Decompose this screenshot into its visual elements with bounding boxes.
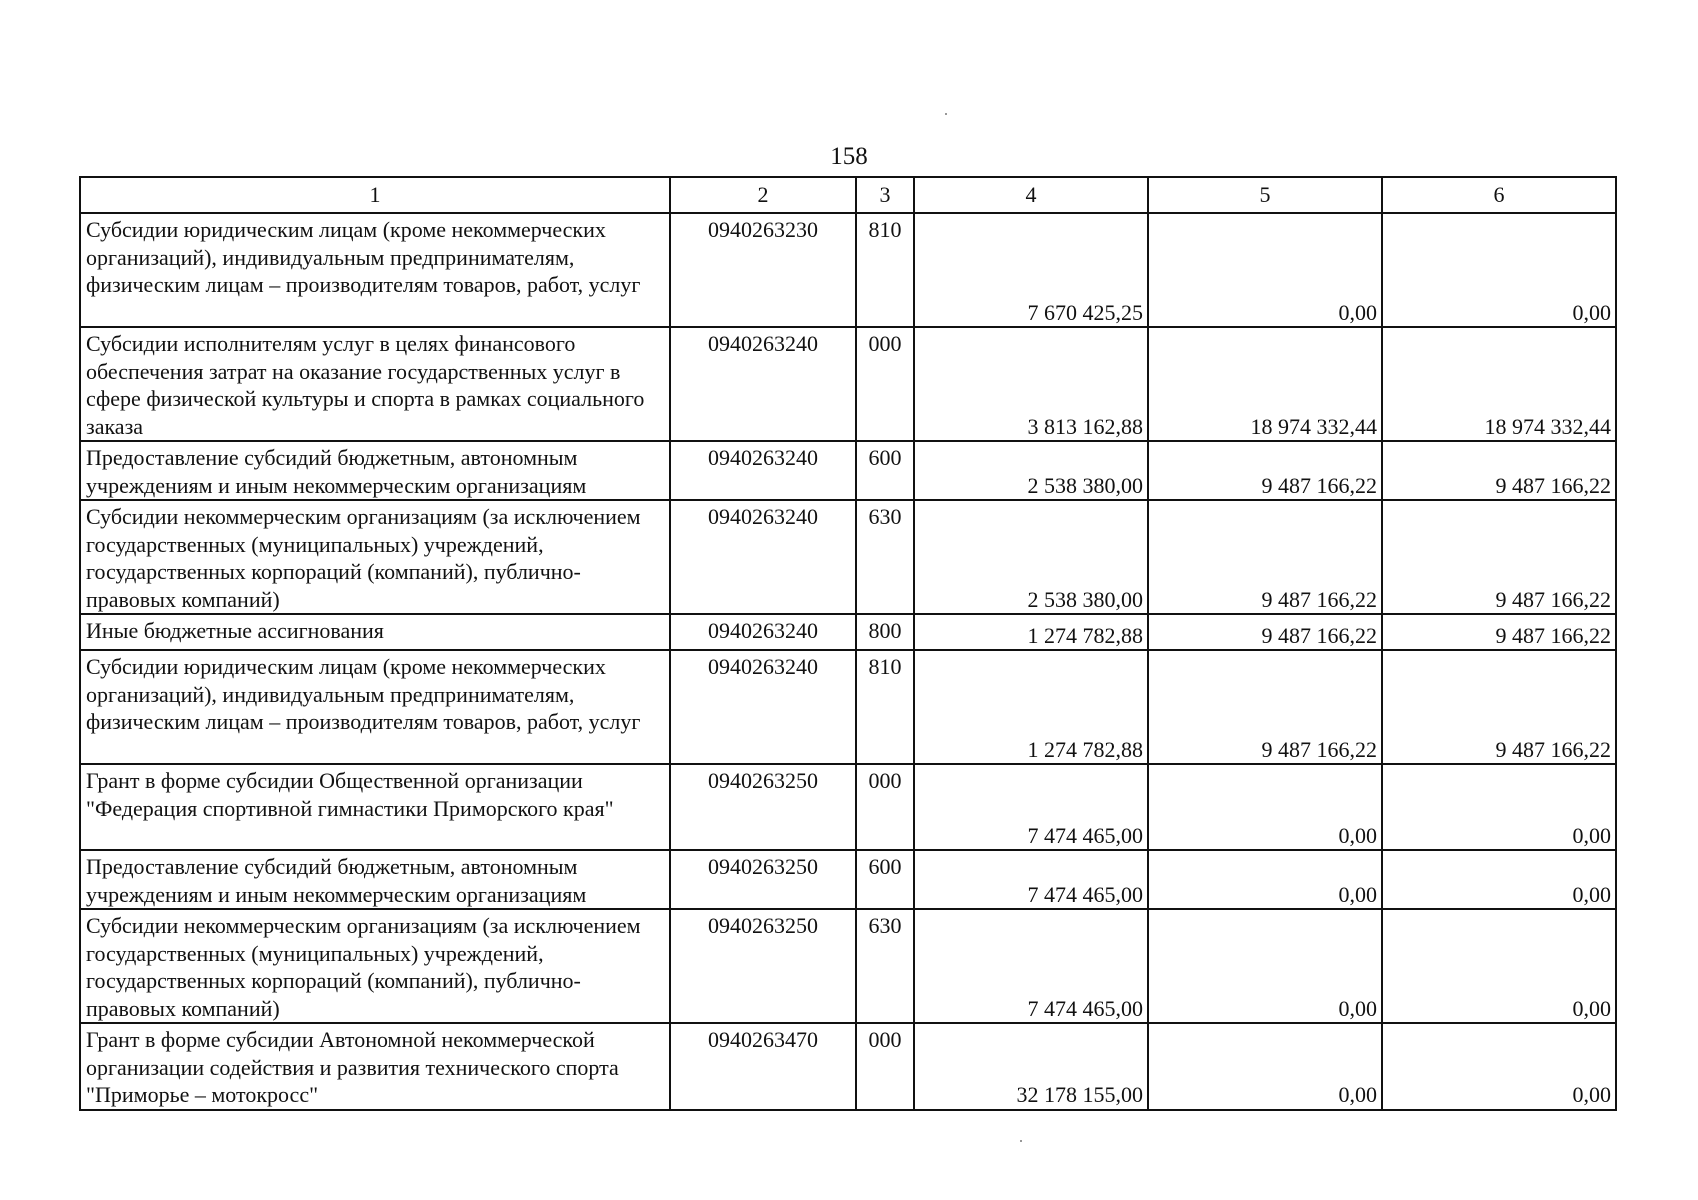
row-name: Субсидии юридическим лицам (кроме некоммерческих организаций), индивидуальным предпринимателям, физическим лицам – производителям товаров, работ, услуг bbox=[80, 650, 670, 764]
row-expense-type: 630 bbox=[856, 909, 914, 1023]
row-target-code: 0940263240 bbox=[670, 500, 856, 614]
table-row bbox=[80, 909, 1616, 1023]
row-value-col4: 7 474 465,00 bbox=[914, 764, 1148, 850]
table-row bbox=[80, 441, 1616, 500]
row-expense-type: 000 bbox=[856, 1023, 914, 1110]
table-row bbox=[80, 1023, 1616, 1110]
row-value-col6: 9 487 166,22 bbox=[1382, 441, 1616, 500]
table-row bbox=[80, 764, 1616, 850]
row-expense-type: 630 bbox=[856, 500, 914, 614]
row-name: Иные бюджетные ассигнования bbox=[80, 614, 670, 650]
column-header-4: 4 bbox=[914, 177, 1148, 213]
row-value-col6: 0,00 bbox=[1382, 764, 1616, 850]
row-value-col5: 9 487 166,22 bbox=[1148, 614, 1382, 650]
row-expense-type: 600 bbox=[856, 441, 914, 500]
row-value-col6: 0,00 bbox=[1382, 213, 1616, 327]
row-target-code: 0940263240 bbox=[670, 327, 856, 441]
row-value-col5: 18 974 332,44 bbox=[1148, 327, 1382, 441]
row-value-col5: 0,00 bbox=[1148, 764, 1382, 850]
table-row bbox=[80, 614, 1616, 650]
row-target-code: 0940263470 bbox=[670, 1023, 856, 1110]
row-value-col6: 0,00 bbox=[1382, 850, 1616, 909]
row-name: Грант в форме субсидии Автономной некоммерческой организации содействия и развития технического спорта "Приморье – мотокросс" bbox=[80, 1023, 670, 1110]
row-value-col4: 3 813 162,88 bbox=[914, 327, 1148, 441]
column-header-3: 3 bbox=[856, 177, 914, 213]
row-value-col5: 9 487 166,22 bbox=[1148, 500, 1382, 614]
row-expense-type: 000 bbox=[856, 764, 914, 850]
row-name: Грант в форме субсидии Общественной организации "Федерация спортивной гимнастики Приморского края" bbox=[80, 764, 670, 850]
row-expense-type: 810 bbox=[856, 650, 914, 764]
column-header-5: 5 bbox=[1148, 177, 1382, 213]
row-name: Субсидии некоммерческим организациям (за исключением государственных (муниципальных) учреждений, государственных корпораций (компаний), публично-правовых компаний) bbox=[80, 500, 670, 614]
budget-table bbox=[79, 176, 1617, 1111]
table-row bbox=[80, 650, 1616, 764]
row-value-col4: 7 474 465,00 bbox=[914, 850, 1148, 909]
page-number: 158 bbox=[830, 143, 868, 170]
column-header-1: 1 bbox=[80, 177, 670, 213]
row-value-col4: 32 178 155,00 bbox=[914, 1023, 1148, 1110]
column-header-6: 6 bbox=[1382, 177, 1616, 213]
row-name: Субсидии исполнителям услуг в целях финансового обеспечения затрат на оказание государственных услуг в сфере физической культуры и спорта в рамках социального заказа bbox=[80, 327, 670, 441]
table-row bbox=[80, 327, 1616, 441]
row-value-col5: 0,00 bbox=[1148, 850, 1382, 909]
row-value-col4: 2 538 380,00 bbox=[914, 441, 1148, 500]
row-target-code: 0940263240 bbox=[670, 650, 856, 764]
table-row bbox=[80, 213, 1616, 327]
column-number-row bbox=[80, 177, 1616, 213]
row-target-code: 0940263240 bbox=[670, 441, 856, 500]
row-value-col5: 9 487 166,22 bbox=[1148, 441, 1382, 500]
row-value-col4: 2 538 380,00 bbox=[914, 500, 1148, 614]
row-expense-type: 600 bbox=[856, 850, 914, 909]
scan-speck bbox=[1020, 1140, 1022, 1142]
row-value-col5: 0,00 bbox=[1148, 909, 1382, 1023]
row-value-col5: 0,00 bbox=[1148, 1023, 1382, 1110]
row-expense-type: 000 bbox=[856, 327, 914, 441]
row-target-code: 0940263250 bbox=[670, 909, 856, 1023]
row-value-col6: 9 487 166,22 bbox=[1382, 500, 1616, 614]
table-row bbox=[80, 850, 1616, 909]
scan-speck bbox=[945, 113, 947, 115]
row-target-code: 0940263240 bbox=[670, 614, 856, 650]
row-name: Предоставление субсидий бюджетным, автономным учреждениям и иным некоммерческим организациям bbox=[80, 850, 670, 909]
row-value-col6: 0,00 bbox=[1382, 1023, 1616, 1110]
row-value-col6: 9 487 166,22 bbox=[1382, 614, 1616, 650]
row-value-col5: 9 487 166,22 bbox=[1148, 650, 1382, 764]
row-target-code: 0940263230 bbox=[670, 213, 856, 327]
row-value-col6: 9 487 166,22 bbox=[1382, 650, 1616, 764]
column-header-2: 2 bbox=[670, 177, 856, 213]
table-row bbox=[80, 500, 1616, 614]
row-target-code: 0940263250 bbox=[670, 850, 856, 909]
row-target-code: 0940263250 bbox=[670, 764, 856, 850]
row-expense-type: 810 bbox=[856, 213, 914, 327]
row-value-col4: 7 474 465,00 bbox=[914, 909, 1148, 1023]
row-value-col6: 18 974 332,44 bbox=[1382, 327, 1616, 441]
row-expense-type: 800 bbox=[856, 614, 914, 650]
row-value-col5: 0,00 bbox=[1148, 213, 1382, 327]
row-name: Субсидии юридическим лицам (кроме некоммерческих организаций), индивидуальным предпринимателям, физическим лицам – производителям товаров, работ, услуг bbox=[80, 213, 670, 327]
row-name: Предоставление субсидий бюджетным, автономным учреждениям и иным некоммерческим организациям bbox=[80, 441, 670, 500]
row-value-col6: 0,00 bbox=[1382, 909, 1616, 1023]
row-value-col4: 1 274 782,88 bbox=[914, 650, 1148, 764]
row-value-col4: 7 670 425,25 bbox=[914, 213, 1148, 327]
row-value-col4: 1 274 782,88 bbox=[914, 614, 1148, 650]
row-name: Субсидии некоммерческим организациям (за исключением государственных (муниципальных) учреждений, государственных корпораций (компаний), публично-правовых компаний) bbox=[80, 909, 670, 1023]
